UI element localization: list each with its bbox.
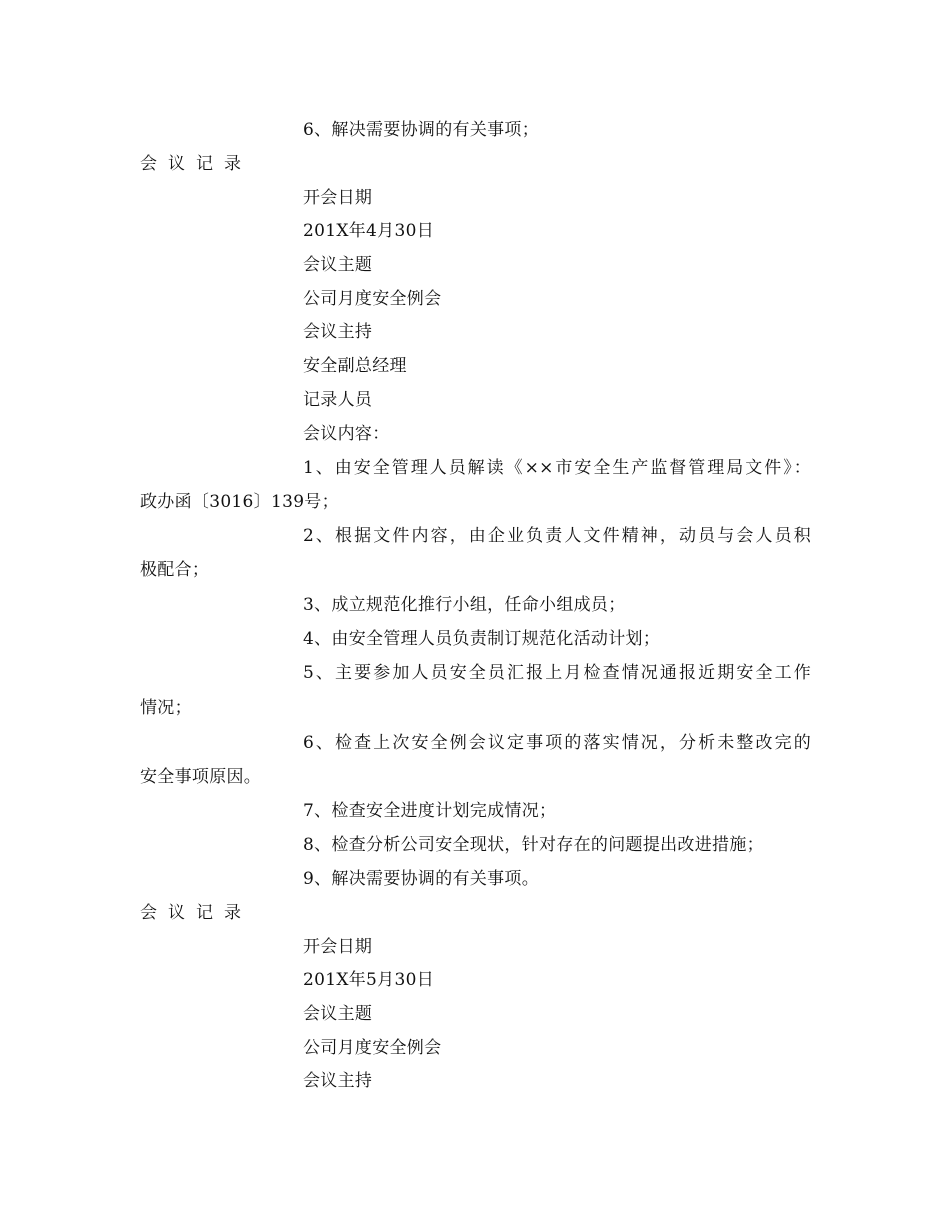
content-item-6: 6、检查上次安全例会议定事项的落实情况，分析未整改完的 [303,733,811,753]
meeting-date-label-2: 开会日期 [303,937,373,957]
content-item-7: 7、检查安全进度计划完成情况； [303,801,557,821]
recorder-label: 记录人员 [303,390,373,410]
content-item-8: 8、检查分析公司安全现状，针对存在的问题提出改进措施； [303,835,764,855]
content-item-4: 4、由安全管理人员负责制订规范化活动计划； [303,629,661,649]
meeting-record-heading-2: 会议记录 [140,903,252,923]
content-item-1: 1、由安全管理人员解读《××市安全生产监督管理局文件》： [303,458,811,478]
content-item-1-continued: 政办函〔3016〕139号； [140,492,339,512]
agenda-item-6-previous: 6、解决需要协调的有关事项； [303,120,540,140]
content-item-2-continued: 极配合； [140,560,210,580]
content-item-6-continued: 安全事项原因。 [140,767,262,787]
meeting-topic-label: 会议主题 [303,255,373,275]
content-item-3: 3、成立规范化推行小组，任命小组成员； [303,595,626,615]
content-item-5-continued: 情况； [140,698,192,718]
meeting-host-label: 会议主持 [303,322,373,342]
meeting-topic-value-2: 公司月度安全例会 [303,1038,442,1058]
meeting-host-value: 安全副总经理 [303,356,407,376]
content-item-9: 9、解决需要协调的有关事项。 [303,869,540,889]
meeting-topic-value: 公司月度安全例会 [303,289,442,309]
meeting-date-value-2: 201X年5月30日 [303,970,434,990]
content-item-5: 5、主要参加人员安全员汇报上月检查情况通报近期安全工作 [303,663,811,683]
meeting-content-label: 会议内容： [303,424,390,444]
content-item-2: 2、根据文件内容，由企业负责人文件精神，动员与会人员积 [303,526,811,546]
meeting-host-label-2: 会议主持 [303,1071,373,1091]
meeting-topic-label-2: 会议主题 [303,1004,373,1024]
meeting-date-label: 开会日期 [303,188,373,208]
meeting-record-heading: 会议记录 [140,154,252,174]
meeting-date-value: 201X年4月30日 [303,221,434,241]
